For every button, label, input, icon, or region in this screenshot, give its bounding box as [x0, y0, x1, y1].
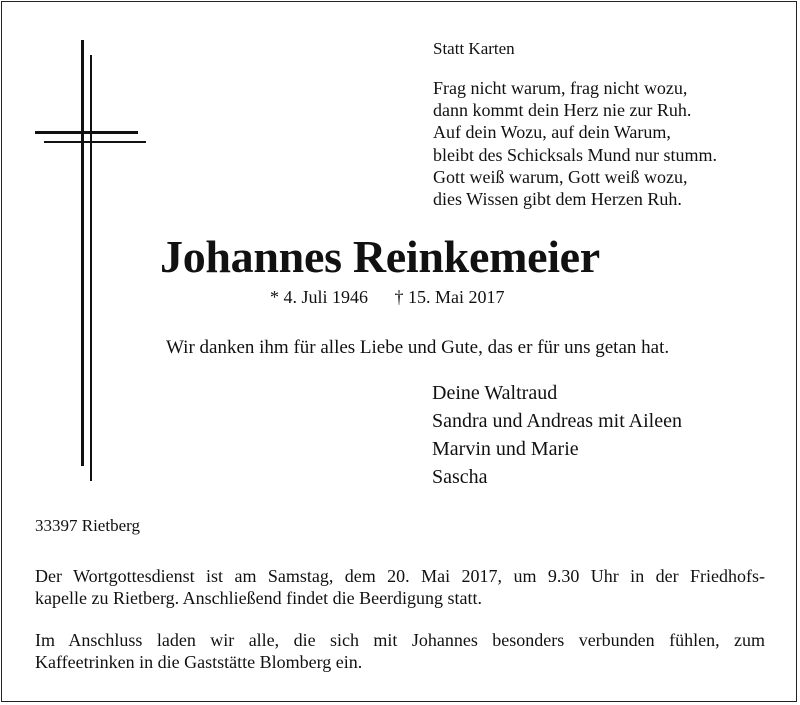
invitation-line: Im Anschluss laden wir alle, die sich mit Johannes besonders verbunden fühlen, zum [35, 630, 765, 650]
mourner-name: Marvin und Marie [432, 438, 579, 460]
cross-horizontal-shadow-bar [44, 141, 146, 143]
cross-vertical-bar [81, 40, 84, 466]
life-dates [270, 286, 505, 308]
invitation-line: Kaffeetrinken in die Gaststätte Blomberg ein. [35, 652, 363, 672]
poem-line: dann kommt dein Herz nie zur Ruh. [433, 100, 692, 121]
service-info [35, 565, 765, 609]
poem-line: dies Wissen gibt dem Herzen Ruh. [433, 189, 682, 210]
poem-line: bleibt des Schicksals Mund nur stumm. [433, 144, 717, 165]
statt-karten-label: Statt Karten [433, 39, 515, 58]
mourner-name: Deine Waltraud [432, 382, 558, 404]
mourner-name: Sascha [432, 466, 488, 488]
location: 33397 Rietberg [35, 516, 140, 535]
mourners-list [432, 379, 682, 491]
invitation-info [35, 629, 765, 673]
poem [433, 77, 717, 210]
birth-date: * 4. Juli 1946 [270, 287, 369, 307]
service-line: kapelle zu Rietberg. Anschließend findet die Beerdigung statt. [35, 588, 483, 608]
service-line: Der Wortgottesdienst ist am Samstag, dem 20. Mai 2017, um 9.30 Uhr in der Friedhofs- [35, 566, 765, 586]
cross-vertical-shadow-bar [90, 55, 92, 481]
poem-line: Gott weiß warum, Gott weiß wozu, [433, 166, 688, 187]
death-date: † 15. Mai 2017 [394, 287, 505, 307]
mourner-name: Sandra und Andreas mit Aileen [432, 410, 682, 432]
poem-line: Frag nicht warum, frag nicht wozu, [433, 78, 688, 98]
poem-line: Auf dein Wozu, auf dein Warum, [433, 122, 671, 143]
cross-horizontal-bar [35, 131, 138, 134]
deceased-name: Johannes Reinkemeier [160, 231, 600, 282]
thanks-text: Wir danken ihm für alles Liebe und Gute, das er für uns getan hat. [166, 337, 670, 358]
